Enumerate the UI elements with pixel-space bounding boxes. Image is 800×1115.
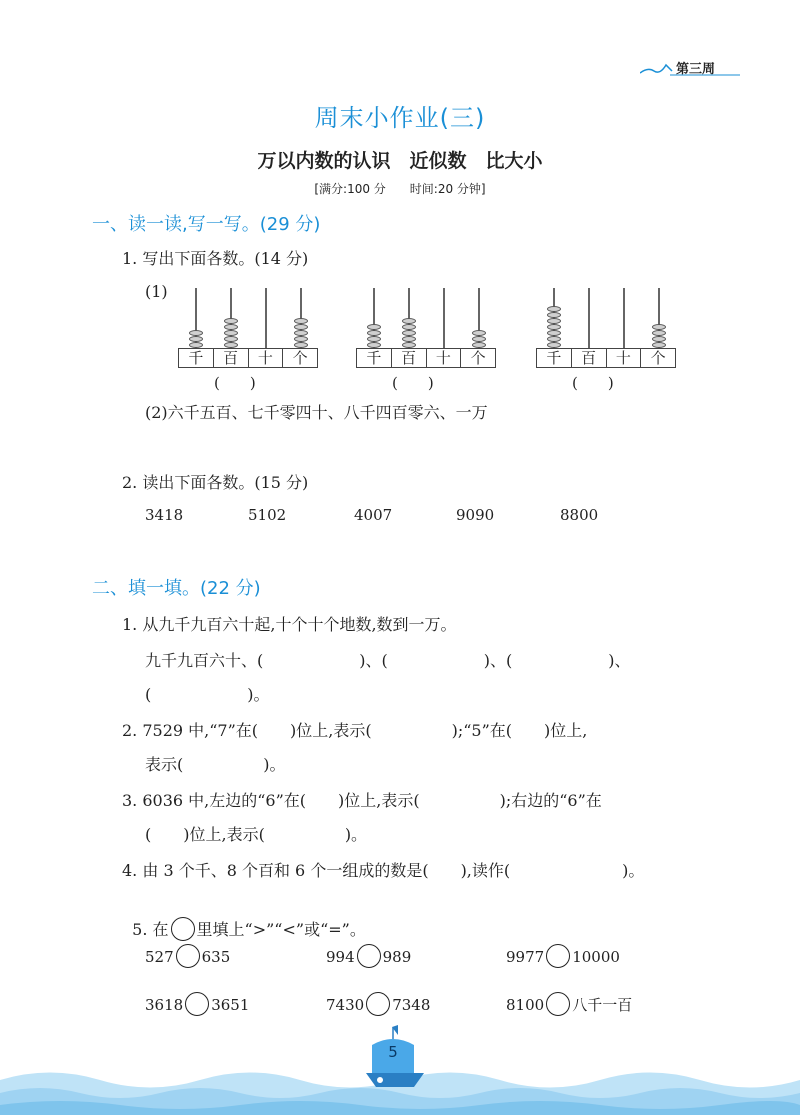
- comparison-grid: [0, 946, 800, 1026]
- abacus-bead: [367, 336, 381, 342]
- abacus-bead: [402, 336, 416, 342]
- section1-title: 一、读一读,写一写。(29 分): [92, 214, 321, 235]
- s2-q2-line2: 表示( )。: [145, 755, 286, 774]
- abacus-bead: [294, 324, 308, 330]
- abacus-bead: [189, 336, 203, 342]
- abacus-bead: [402, 330, 416, 336]
- s2-q1-line2: 九千九百六十、( )、( )、( )、: [145, 651, 631, 670]
- abacus-place-label: 百: [214, 349, 249, 367]
- abacus-bead: [652, 330, 666, 336]
- answer-circle[interactable]: [357, 944, 381, 968]
- s2-q5: [122, 898, 366, 943]
- abacus-answer-3[interactable]: ( ): [572, 374, 614, 392]
- abacus-bead: [224, 324, 238, 330]
- s2-q2-line1: 2. 7529 中,“7”在( )位上,表示( );“5”在( )位上,: [122, 721, 588, 740]
- abacus-bead: [472, 330, 486, 336]
- s1-q2-label: 2. 读出下面各数。(15 分): [122, 473, 309, 492]
- score-info: [满分:100 分 时间:20 分钟]: [314, 182, 486, 196]
- abacus-place-label: 个: [470, 349, 486, 367]
- abacus-bead: [547, 312, 561, 318]
- abacus-bead: [547, 324, 561, 330]
- abacus-answer-2[interactable]: ( ): [392, 374, 434, 392]
- abacus-2: [356, 288, 496, 368]
- page-title: 周末小作业(三): [314, 104, 486, 132]
- abacus-bead: [367, 324, 381, 330]
- answer-circle[interactable]: [546, 992, 570, 1016]
- abacus-bead: [402, 318, 416, 324]
- abacus-3: [536, 288, 676, 368]
- section2-title: 二、填一填。(22 分): [92, 578, 261, 599]
- comparison-item: 9977 10000: [506, 946, 620, 970]
- abacus-1: [178, 288, 318, 368]
- comparison-item: 7430 7348: [326, 994, 430, 1018]
- abacus-bead: [652, 336, 666, 342]
- answer-circle[interactable]: [176, 944, 200, 968]
- abacus-rod: [443, 288, 445, 348]
- s2-q5-before: 5. 在: [132, 920, 169, 939]
- abacus-rod: [623, 288, 625, 348]
- s2-q3-line2: ( )位上,表示( )。: [145, 825, 368, 844]
- abacus-bead: [367, 330, 381, 336]
- abacus-bead: [224, 330, 238, 336]
- abacus-place-label: 千: [537, 349, 572, 367]
- abacus-bead: [294, 336, 308, 342]
- s2-q1-line1: 1. 从九千九百六十起,十个十个地数,数到一万。: [122, 615, 457, 634]
- read-numbers-row: [0, 506, 800, 530]
- abacus-answer-1[interactable]: ( ): [214, 374, 256, 392]
- abacus-place-label: 个: [650, 349, 666, 367]
- read-number: 5102: [248, 506, 287, 524]
- s1-q1-label: 1. 写出下面各数。(14 分): [122, 249, 309, 268]
- abacus-place-board: [536, 348, 676, 368]
- abacus-bead: [472, 336, 486, 342]
- abacus-bead: [547, 306, 561, 312]
- abacus-place-board: [356, 348, 496, 368]
- read-number: 4007: [354, 506, 393, 524]
- s1-q1-part2: (2)六千五百、七千零四十、八千四百零六、一万: [145, 403, 488, 422]
- s2-q3-line1: 3. 6036 中,左边的“6”在( )位上,表示( );右边的“6”在: [122, 791, 602, 810]
- abacus-bead: [547, 318, 561, 324]
- answer-circle[interactable]: [185, 992, 209, 1016]
- abacus-place-board: [178, 348, 318, 368]
- abacus-bead: [294, 318, 308, 324]
- abacus-place-label: 百: [392, 349, 427, 367]
- abacus-bead: [402, 324, 416, 330]
- abacus-bead: [224, 336, 238, 342]
- footer-waves: [0, 1025, 800, 1115]
- abacus-bead: [189, 330, 203, 336]
- abacus-place-label: 十: [607, 349, 642, 367]
- answer-circle[interactable]: [366, 992, 390, 1016]
- abacus-bead: [547, 336, 561, 342]
- s2-q5-after: 里填上“>”“<”或“=”。: [196, 920, 366, 939]
- abacus-bead: [547, 330, 561, 336]
- page-subtitle: 万以内数的认识 近似数 比大小: [257, 150, 543, 172]
- comparison-item: 8100 八千一百: [506, 994, 632, 1018]
- abacus-bead: [294, 330, 308, 336]
- s2-q4: 4. 由 3 个千、8 个百和 6 个一组成的数是( ),读作( )。: [122, 861, 645, 880]
- comparison-item: 994 989: [326, 946, 411, 970]
- abacus-place-label: 百: [572, 349, 607, 367]
- abacus-place-label: 十: [427, 349, 462, 367]
- abacus-bead: [224, 318, 238, 324]
- week-tag: [640, 57, 740, 77]
- abacus-place-label: 个: [292, 349, 308, 367]
- abacus-rod: [265, 288, 267, 348]
- comparison-item: 527 635: [145, 946, 230, 970]
- abacus-place-label: 千: [179, 349, 214, 367]
- abacus-rod: [588, 288, 590, 348]
- abacus-place-label: 千: [357, 349, 392, 367]
- answer-circle[interactable]: [546, 944, 570, 968]
- week-label: 第三周: [676, 62, 716, 77]
- read-number: 3418: [145, 506, 184, 524]
- abacus-bead: [652, 324, 666, 330]
- s1-q1-part1-label: (1): [145, 282, 168, 301]
- abacus-place-label: 十: [249, 349, 284, 367]
- read-number: 9090: [456, 506, 495, 524]
- page-number: 5: [388, 1043, 398, 1061]
- comparison-item: 3618 3651: [145, 994, 249, 1018]
- compare-circle-icon: [171, 917, 195, 941]
- read-number: 8800: [560, 506, 599, 524]
- s2-q1-line3: ( )。: [145, 685, 270, 704]
